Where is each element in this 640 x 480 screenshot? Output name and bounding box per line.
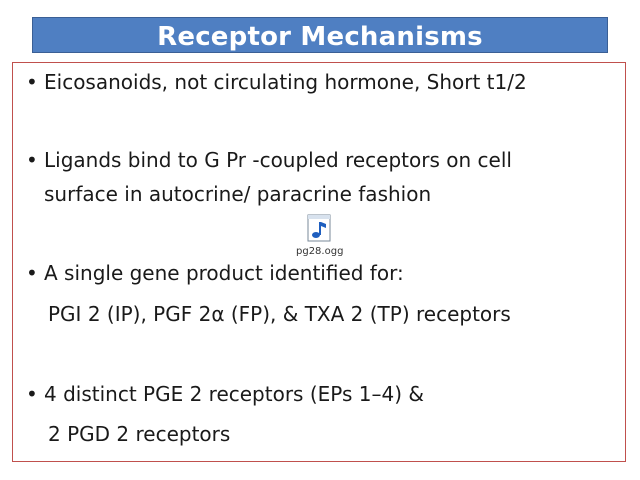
bullet-2-line-2: surface in autocrine/ paracrine fashion: [44, 182, 432, 206]
bullet-marker: •: [26, 148, 38, 172]
bullet-3-line-2: PGI 2 (IP), PGF 2α (FP), & TXA 2 (TP) receptors: [48, 302, 511, 326]
bullet-3-line-1: A single gene product identified for:: [44, 261, 404, 285]
bullet-1-line-1: Eicosanoids, not circulating hormone, Short t1/2: [44, 70, 527, 94]
bullet-2-line-1: Ligands bind to G Pr -coupled receptors on cell: [44, 148, 512, 172]
bullet-marker: •: [26, 261, 38, 285]
bullet-marker: •: [26, 382, 38, 406]
audio-file-icon[interactable]: [303, 214, 335, 244]
audio-filename[interactable]: pg28.ogg: [296, 246, 344, 257]
bullet-marker: •: [26, 70, 38, 94]
bullet-4-line-1: 4 distinct PGE 2 receptors (EPs 1–4) &: [44, 382, 424, 406]
bullet-4-line-2: 2 PGD 2 receptors: [48, 422, 231, 446]
slide-title: Receptor Mechanisms: [157, 22, 483, 52]
